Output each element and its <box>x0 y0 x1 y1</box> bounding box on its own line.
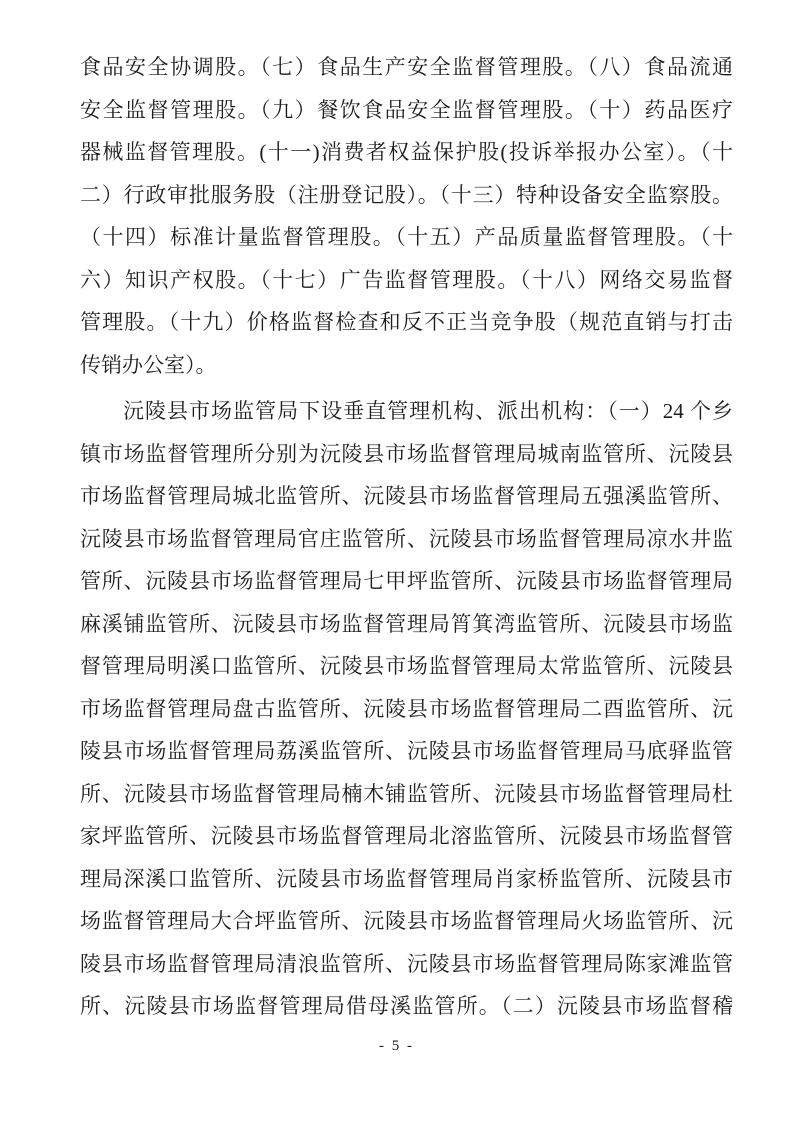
text-line: 督管理局明溪口监管所、沅陵县市场监督管理局太常监管所、沅陵县 <box>80 654 733 678</box>
text-line: 器械监督管理股。(十一)消费者权益保护股(投诉举报办公室）。（十 <box>80 140 733 164</box>
text-line-paragraph-end: 传销办公室）。 <box>80 352 217 377</box>
text-line-paragraph-start: 沅陵县市场监管局下设垂直管理机构、派出机构：（一）24 个乡 <box>123 399 733 423</box>
text-line: 麻溪铺监管所、沅陵县市场监督管理局筲箕湾监管所、沅陵县市场监 <box>80 611 733 636</box>
text-line: 市场监督管理局盘古监管所、沅陵县市场监督管理局二酉监管所、沅 <box>80 696 733 721</box>
text-line: 管理股。（十九）价格监督检查和反不正当竞争股（规范直销与打击 <box>80 310 733 334</box>
text-line: 场监督管理局大合坪监管所、沅陵县市场监督管理局火场监管所、沅 <box>80 909 733 933</box>
text-line: 家坪监管所、沅陵县市场监督管理局北溶监管所、沅陵县市场监督管 <box>80 824 733 848</box>
page-number: - 5 - <box>379 1038 414 1054</box>
text-line: 安全监督管理股。（九）餐饮食品安全监督管理股。（十）药品医疗 <box>80 97 733 122</box>
text-line: 管所、沅陵县市场监督管理局七甲坪监管所、沅陵县市场监督管理局 <box>80 569 733 593</box>
text-line: 六）知识产权股。（十七）广告监督管理股。（十八）网络交易监督 <box>80 267 733 292</box>
text-line: 所、沅陵县市场监督管理局借母溪监管所。（二）沅陵县市场监督稽 <box>80 994 733 1018</box>
text-line: 沅陵县市场监督管理局官庄监管所、沅陵县市场监督管理局凉水井监 <box>80 526 733 551</box>
document-body <box>80 46 733 1028</box>
text-line: 理局深溪口监管所、沅陵县市场监督管理局肖家桥监管所、沅陵县市 <box>80 866 733 891</box>
text-line: 陵县市场监督管理局清浪监管所、沅陵县市场监督管理局陈家滩监管 <box>80 951 733 976</box>
text-line: 食品安全协调股。（七）食品生产安全监督管理股。（八）食品流通 <box>80 55 733 79</box>
text-line: （十四）标准计量监督管理股。（十五）产品质量监督管理股。（十 <box>80 225 733 249</box>
text-line: 陵县市场监督管理局荔溪监管所、沅陵县市场监督管理局马底驿监管 <box>80 739 733 763</box>
text-line: 镇市场监督管理所分别为沅陵县市场监督管理局城南监管所、沅陵县 <box>80 441 733 466</box>
text-line: 二）行政审批服务股（注册登记股）。（十三）特种设备安全监察股。 <box>80 182 733 207</box>
text-line: 所、沅陵县市场监督管理局楠木铺监管所、沅陵县市场监督管理局杜 <box>80 781 733 806</box>
text-line: 市场监督管理局城北监管所、沅陵县市场监督管理局五强溪监管所、 <box>80 484 733 508</box>
